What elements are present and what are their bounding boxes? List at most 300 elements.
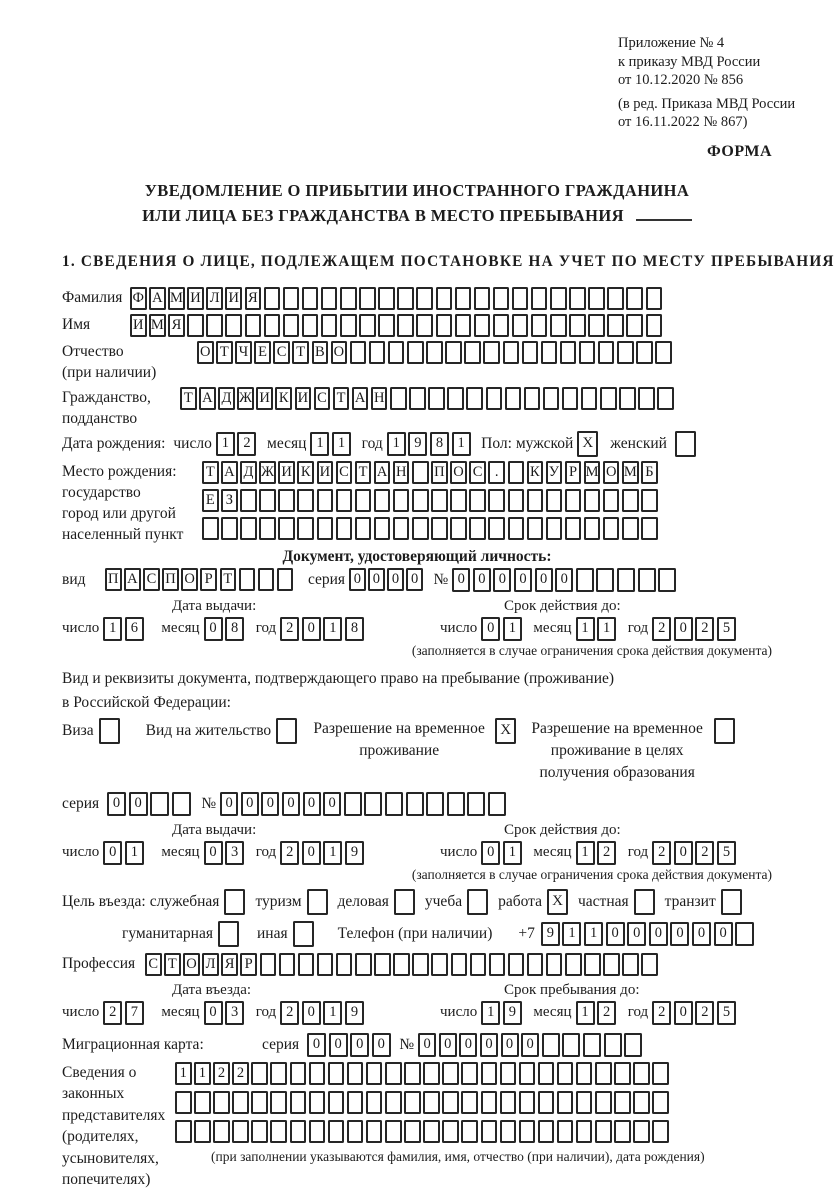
char-cell[interactable]	[336, 517, 353, 540]
edu-residence-permit-checkbox[interactable]	[714, 718, 735, 744]
char-cell[interactable]: 1	[576, 841, 595, 865]
char-cell[interactable]	[426, 341, 443, 364]
char-cell[interactable]	[264, 314, 281, 337]
char-cell[interactable]: 0	[261, 792, 279, 816]
char-cell[interactable]	[600, 387, 617, 410]
char-cell[interactable]	[423, 1120, 440, 1143]
char-cell[interactable]	[607, 287, 624, 310]
char-cell[interactable]: Т	[202, 461, 219, 484]
char-cell[interactable]	[633, 1091, 650, 1114]
purpose-tourism-checkbox[interactable]	[307, 889, 328, 915]
char-cell[interactable]	[500, 1062, 517, 1085]
purpose-transit-checkbox[interactable]	[721, 889, 742, 915]
char-cell[interactable]: С	[314, 387, 331, 410]
char-cell[interactable]	[541, 341, 558, 364]
char-cell[interactable]	[206, 314, 223, 337]
sex-female-checkbox[interactable]	[675, 431, 696, 457]
char-cell[interactable]	[221, 517, 238, 540]
char-cell[interactable]	[481, 1091, 498, 1114]
char-cell[interactable]	[503, 341, 520, 364]
char-cell[interactable]: 0	[481, 841, 500, 865]
char-cell[interactable]	[328, 1091, 345, 1114]
char-cell[interactable]: Ч	[235, 341, 252, 364]
char-cell[interactable]	[505, 387, 522, 410]
char-cell[interactable]	[543, 387, 560, 410]
char-cell[interactable]	[588, 314, 605, 337]
char-cell[interactable]	[366, 1091, 383, 1114]
char-cell[interactable]	[431, 517, 448, 540]
char-cell[interactable]	[431, 953, 448, 976]
char-cell[interactable]	[225, 314, 242, 337]
char-cell[interactable]	[442, 1062, 459, 1085]
char-cell[interactable]: 0	[501, 1033, 519, 1057]
char-cell[interactable]: 1	[387, 432, 406, 456]
char-cell[interactable]	[366, 1062, 383, 1085]
char-cell[interactable]: 1	[576, 617, 595, 641]
char-cell[interactable]	[378, 287, 395, 310]
char-cell[interactable]	[409, 387, 426, 410]
purpose-study-checkbox[interactable]	[467, 889, 488, 915]
char-cell[interactable]	[464, 341, 481, 364]
char-cell[interactable]	[277, 568, 294, 591]
char-cell[interactable]	[531, 314, 548, 337]
char-cell[interactable]	[328, 1062, 345, 1085]
char-cell[interactable]	[447, 792, 465, 816]
char-cell[interactable]	[258, 568, 275, 591]
char-cell[interactable]	[328, 1120, 345, 1143]
char-cell[interactable]: К	[275, 387, 292, 410]
char-cell[interactable]	[388, 341, 405, 364]
char-cell[interactable]: 0	[103, 841, 122, 865]
char-cell[interactable]	[500, 1120, 517, 1143]
char-cell[interactable]: 2	[695, 841, 714, 865]
char-cell[interactable]	[355, 517, 372, 540]
char-cell[interactable]	[385, 792, 403, 816]
char-cell[interactable]	[638, 568, 656, 592]
char-cell[interactable]: 0	[555, 568, 573, 592]
char-cell[interactable]: Т	[216, 341, 233, 364]
char-cell[interactable]	[455, 314, 472, 337]
char-cell[interactable]: 0	[452, 568, 470, 592]
char-cell[interactable]: П	[431, 461, 448, 484]
char-cell[interactable]	[317, 953, 334, 976]
char-cell[interactable]	[385, 1120, 402, 1143]
char-cell[interactable]: Т	[180, 387, 197, 410]
char-cell[interactable]: 0	[241, 792, 259, 816]
char-cell[interactable]	[340, 287, 357, 310]
char-cell[interactable]	[557, 1091, 574, 1114]
char-cell[interactable]	[569, 314, 586, 337]
char-cell[interactable]	[412, 517, 429, 540]
char-cell[interactable]: 9	[408, 432, 427, 456]
char-cell[interactable]: Р	[200, 568, 217, 591]
char-cell[interactable]	[508, 489, 525, 512]
char-cell[interactable]	[194, 1120, 211, 1143]
char-cell[interactable]	[251, 1091, 268, 1114]
char-cell[interactable]	[404, 1091, 421, 1114]
char-cell[interactable]: К	[297, 461, 314, 484]
char-cell[interactable]	[340, 314, 357, 337]
char-cell[interactable]: И	[225, 287, 242, 310]
char-cell[interactable]: 0	[493, 568, 511, 592]
char-cell[interactable]: 5	[717, 617, 736, 641]
char-cell[interactable]	[489, 953, 506, 976]
char-cell[interactable]	[596, 568, 614, 592]
char-cell[interactable]: 2	[237, 432, 256, 456]
char-cell[interactable]: 0	[220, 792, 238, 816]
char-cell[interactable]	[451, 953, 468, 976]
char-cell[interactable]: 0	[714, 922, 733, 946]
char-cell[interactable]	[583, 1033, 601, 1057]
char-cell[interactable]: Т	[220, 568, 237, 591]
char-cell[interactable]	[598, 341, 615, 364]
char-cell[interactable]	[175, 1120, 192, 1143]
char-cell[interactable]	[486, 387, 503, 410]
char-cell[interactable]: 2	[232, 1062, 249, 1085]
char-cell[interactable]	[260, 953, 277, 976]
char-cell[interactable]	[298, 953, 315, 976]
char-cell[interactable]: 8	[430, 432, 449, 456]
char-cell[interactable]: 1	[481, 1001, 500, 1025]
char-cell[interactable]: М	[149, 314, 166, 337]
char-cell[interactable]	[550, 287, 567, 310]
char-cell[interactable]	[317, 489, 334, 512]
char-cell[interactable]	[546, 953, 563, 976]
char-cell[interactable]: 0	[350, 1033, 369, 1057]
residence-permit-checkbox[interactable]	[276, 718, 297, 744]
char-cell[interactable]	[467, 792, 485, 816]
char-cell[interactable]: С	[145, 953, 162, 976]
char-cell[interactable]: 1	[323, 1001, 342, 1025]
char-cell[interactable]	[584, 953, 601, 976]
char-cell[interactable]	[445, 341, 462, 364]
char-cell[interactable]	[500, 1091, 517, 1114]
char-cell[interactable]	[527, 489, 544, 512]
char-cell[interactable]	[581, 387, 598, 410]
char-cell[interactable]	[378, 314, 395, 337]
char-cell[interactable]: Т	[292, 341, 309, 364]
char-cell[interactable]: 0	[387, 568, 404, 591]
char-cell[interactable]	[638, 387, 655, 410]
char-cell[interactable]	[251, 1120, 268, 1143]
char-cell[interactable]	[407, 341, 424, 364]
char-cell[interactable]: Е	[202, 489, 219, 512]
char-cell[interactable]	[474, 314, 491, 337]
char-cell[interactable]	[270, 1091, 287, 1114]
char-cell[interactable]	[416, 287, 433, 310]
char-cell[interactable]: 2	[695, 1001, 714, 1025]
char-cell[interactable]	[565, 489, 582, 512]
char-cell[interactable]	[385, 1062, 402, 1085]
char-cell[interactable]	[347, 1120, 364, 1143]
char-cell[interactable]: 0	[302, 617, 321, 641]
char-cell[interactable]: 9	[503, 1001, 522, 1025]
char-cell[interactable]	[259, 489, 276, 512]
temp-residence-permit-checkbox[interactable]: X	[495, 718, 516, 744]
char-cell[interactable]	[646, 314, 663, 337]
char-cell[interactable]	[297, 489, 314, 512]
char-cell[interactable]: 9	[345, 841, 364, 865]
char-cell[interactable]	[508, 461, 525, 484]
char-cell[interactable]: 0	[372, 1033, 391, 1057]
char-cell[interactable]: 2	[652, 617, 671, 641]
char-cell[interactable]	[450, 517, 467, 540]
char-cell[interactable]: Д	[240, 461, 257, 484]
char-cell[interactable]: Я	[168, 314, 185, 337]
char-cell[interactable]	[283, 287, 300, 310]
char-cell[interactable]: Н	[371, 387, 388, 410]
char-cell[interactable]	[512, 314, 529, 337]
char-cell[interactable]	[595, 1091, 612, 1114]
char-cell[interactable]	[245, 314, 262, 337]
char-cell[interactable]	[560, 341, 577, 364]
char-cell[interactable]	[369, 341, 386, 364]
char-cell[interactable]	[519, 1120, 536, 1143]
char-cell[interactable]: 1	[584, 922, 603, 946]
char-cell[interactable]: 1	[194, 1062, 211, 1085]
char-cell[interactable]	[617, 341, 634, 364]
char-cell[interactable]: Д	[218, 387, 235, 410]
char-cell[interactable]	[481, 1120, 498, 1143]
char-cell[interactable]: 2	[280, 841, 299, 865]
char-cell[interactable]	[735, 922, 754, 946]
char-cell[interactable]	[603, 953, 620, 976]
char-cell[interactable]: 8	[345, 617, 364, 641]
char-cell[interactable]	[658, 568, 676, 592]
char-cell[interactable]: 0	[303, 792, 321, 816]
char-cell[interactable]: А	[352, 387, 369, 410]
char-cell[interactable]	[175, 1091, 192, 1114]
char-cell[interactable]: С	[469, 461, 486, 484]
char-cell[interactable]: 0	[459, 1033, 477, 1057]
char-cell[interactable]: Я	[221, 953, 238, 976]
char-cell[interactable]	[550, 314, 567, 337]
char-cell[interactable]: 0	[323, 792, 341, 816]
char-cell[interactable]	[364, 792, 382, 816]
char-cell[interactable]: 2	[652, 841, 671, 865]
char-cell[interactable]	[259, 517, 276, 540]
char-cell[interactable]: А	[149, 287, 166, 310]
char-cell[interactable]: С	[336, 461, 353, 484]
char-cell[interactable]	[641, 489, 658, 512]
char-cell[interactable]	[557, 1120, 574, 1143]
char-cell[interactable]: Р	[240, 953, 257, 976]
char-cell[interactable]	[636, 341, 653, 364]
char-cell[interactable]: 0	[302, 841, 321, 865]
char-cell[interactable]	[565, 517, 582, 540]
char-cell[interactable]	[290, 1120, 307, 1143]
char-cell[interactable]	[619, 387, 636, 410]
char-cell[interactable]	[474, 287, 491, 310]
char-cell[interactable]	[278, 489, 295, 512]
char-cell[interactable]: М	[168, 287, 185, 310]
char-cell[interactable]	[576, 1091, 593, 1114]
char-cell[interactable]	[232, 1120, 249, 1143]
char-cell[interactable]: 1	[323, 617, 342, 641]
char-cell[interactable]	[270, 1062, 287, 1085]
char-cell[interactable]	[508, 953, 525, 976]
char-cell[interactable]	[614, 1091, 631, 1114]
char-cell[interactable]: П	[105, 568, 122, 591]
purpose-business-checkbox[interactable]	[394, 889, 415, 915]
char-cell[interactable]	[450, 489, 467, 512]
char-cell[interactable]	[309, 1062, 326, 1085]
char-cell[interactable]	[336, 489, 353, 512]
char-cell[interactable]	[469, 489, 486, 512]
char-cell[interactable]	[251, 1062, 268, 1085]
char-cell[interactable]: Т	[164, 953, 181, 976]
char-cell[interactable]	[239, 568, 256, 591]
char-cell[interactable]: О	[450, 461, 467, 484]
char-cell[interactable]	[562, 387, 579, 410]
char-cell[interactable]	[524, 387, 541, 410]
char-cell[interactable]: А	[374, 461, 391, 484]
char-cell[interactable]: 5	[717, 841, 736, 865]
char-cell[interactable]: Л	[202, 953, 219, 976]
char-cell[interactable]	[626, 287, 643, 310]
char-cell[interactable]: М	[584, 461, 601, 484]
char-cell[interactable]	[317, 517, 334, 540]
char-cell[interactable]: 2	[652, 1001, 671, 1025]
char-cell[interactable]	[426, 792, 444, 816]
char-cell[interactable]: 2	[213, 1062, 230, 1085]
char-cell[interactable]	[297, 517, 314, 540]
char-cell[interactable]: 1	[323, 841, 342, 865]
char-cell[interactable]	[493, 287, 510, 310]
char-cell[interactable]: 0	[521, 1033, 539, 1057]
char-cell[interactable]	[652, 1091, 669, 1114]
char-cell[interactable]	[374, 489, 391, 512]
char-cell[interactable]: 5	[717, 1001, 736, 1025]
char-cell[interactable]: 0	[129, 792, 148, 816]
char-cell[interactable]	[423, 1091, 440, 1114]
char-cell[interactable]: 0	[670, 922, 689, 946]
char-cell[interactable]	[527, 517, 544, 540]
char-cell[interactable]	[607, 314, 624, 337]
char-cell[interactable]	[488, 792, 506, 816]
char-cell[interactable]	[290, 1091, 307, 1114]
char-cell[interactable]	[519, 1091, 536, 1114]
char-cell[interactable]	[309, 1120, 326, 1143]
char-cell[interactable]	[603, 517, 620, 540]
char-cell[interactable]	[655, 341, 672, 364]
char-cell[interactable]: Н	[393, 461, 410, 484]
char-cell[interactable]: 2	[280, 617, 299, 641]
char-cell[interactable]	[641, 517, 658, 540]
char-cell[interactable]	[270, 1120, 287, 1143]
char-cell[interactable]: 0	[480, 1033, 498, 1057]
char-cell[interactable]	[652, 1120, 669, 1143]
char-cell[interactable]: 1	[503, 841, 522, 865]
char-cell[interactable]: 0	[107, 792, 126, 816]
char-cell[interactable]: Л	[206, 287, 223, 310]
char-cell[interactable]: 9	[541, 922, 560, 946]
char-cell[interactable]	[359, 314, 376, 337]
char-cell[interactable]: И	[187, 287, 204, 310]
char-cell[interactable]	[576, 568, 594, 592]
char-cell[interactable]	[657, 387, 674, 410]
char-cell[interactable]	[240, 517, 257, 540]
purpose-official-checkbox[interactable]	[224, 889, 245, 915]
char-cell[interactable]: З	[221, 489, 238, 512]
char-cell[interactable]: 0	[692, 922, 711, 946]
char-cell[interactable]: К	[527, 461, 544, 484]
char-cell[interactable]: 0	[473, 568, 491, 592]
char-cell[interactable]: 0	[349, 568, 366, 591]
char-cell[interactable]	[603, 489, 620, 512]
char-cell[interactable]: 1	[125, 841, 144, 865]
char-cell[interactable]: 0	[674, 1001, 693, 1025]
char-cell[interactable]: Е	[254, 341, 271, 364]
char-cell[interactable]: 0	[302, 1001, 321, 1025]
char-cell[interactable]: Т	[355, 461, 372, 484]
char-cell[interactable]	[385, 1091, 402, 1114]
char-cell[interactable]	[576, 1120, 593, 1143]
char-cell[interactable]	[150, 792, 169, 816]
char-cell[interactable]	[624, 1033, 642, 1057]
char-cell[interactable]	[232, 1091, 249, 1114]
char-cell[interactable]: 8	[225, 617, 244, 641]
char-cell[interactable]	[508, 517, 525, 540]
char-cell[interactable]	[652, 1062, 669, 1085]
char-cell[interactable]: 0	[406, 568, 423, 591]
char-cell[interactable]	[283, 314, 300, 337]
char-cell[interactable]: О	[331, 341, 348, 364]
char-cell[interactable]	[633, 1120, 650, 1143]
char-cell[interactable]	[519, 1062, 536, 1085]
char-cell[interactable]	[428, 387, 445, 410]
char-cell[interactable]: 1	[562, 922, 581, 946]
char-cell[interactable]: Я	[245, 287, 262, 310]
char-cell[interactable]: И	[278, 461, 295, 484]
char-cell[interactable]: 0	[439, 1033, 457, 1057]
char-cell[interactable]	[279, 953, 296, 976]
char-cell[interactable]: Ф	[130, 287, 147, 310]
char-cell[interactable]	[565, 953, 582, 976]
char-cell[interactable]: Т	[333, 387, 350, 410]
char-cell[interactable]	[493, 314, 510, 337]
char-cell[interactable]	[538, 1062, 555, 1085]
char-cell[interactable]	[302, 287, 319, 310]
char-cell[interactable]	[336, 953, 353, 976]
char-cell[interactable]	[393, 517, 410, 540]
char-cell[interactable]	[431, 489, 448, 512]
char-cell[interactable]: И	[317, 461, 334, 484]
char-cell[interactable]	[466, 387, 483, 410]
char-cell[interactable]	[194, 1091, 211, 1114]
char-cell[interactable]	[397, 287, 414, 310]
char-cell[interactable]: 3	[225, 841, 244, 865]
char-cell[interactable]: 0	[204, 1001, 223, 1025]
char-cell[interactable]: М	[622, 461, 639, 484]
char-cell[interactable]	[481, 1062, 498, 1085]
char-cell[interactable]: С	[143, 568, 160, 591]
char-cell[interactable]	[404, 1062, 421, 1085]
purpose-private-checkbox[interactable]	[634, 889, 655, 915]
char-cell[interactable]: 3	[225, 1001, 244, 1025]
char-cell[interactable]: 0	[627, 922, 646, 946]
char-cell[interactable]	[393, 489, 410, 512]
char-cell[interactable]	[350, 341, 367, 364]
char-cell[interactable]	[213, 1120, 230, 1143]
char-cell[interactable]: Ж	[259, 461, 276, 484]
char-cell[interactable]	[347, 1091, 364, 1114]
char-cell[interactable]	[390, 387, 407, 410]
sex-male-checkbox[interactable]: X	[577, 431, 598, 457]
char-cell[interactable]: 0	[204, 841, 223, 865]
char-cell[interactable]	[423, 1062, 440, 1085]
char-cell[interactable]	[584, 489, 601, 512]
